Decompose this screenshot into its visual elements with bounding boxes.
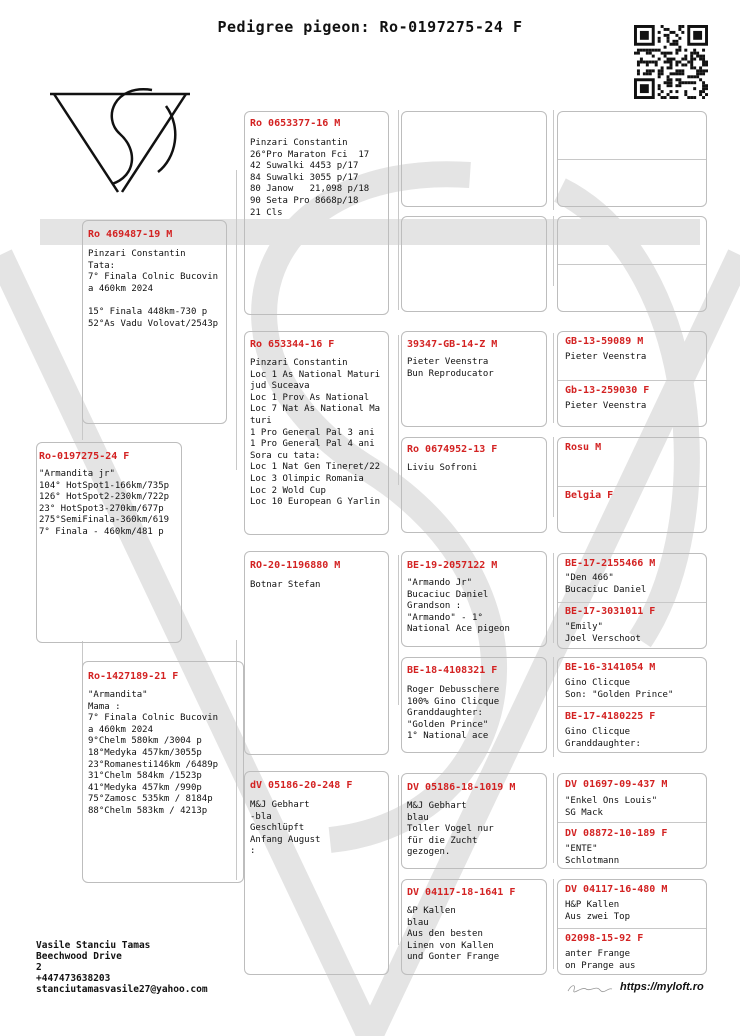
page-title: Pedigree pigeon: Ro-0197275-24 F [217,18,523,36]
great-grandparent-card[interactable] [401,551,547,647]
owner-phone: +447473638203 [36,973,111,984]
ring-number: DV 05186-18-1019 M [407,782,516,793]
ring-number: DV 04117-18-1641 F [407,887,516,898]
sire-notes: Pinzari Constantin Tata: 7° Finala Colnic Bucovin a 460km 2024 15° Finala 448km-730 p 52°As Vadu Volovat/2543p [88,249,219,329]
gen5-pair-card[interactable] [557,773,707,869]
pigeon-notes: &P Kallen blau Aus den besten Linen von Kallen und Gonter Frange [407,906,500,963]
owner-street: Beechwood Drive [36,951,122,962]
grandparent-card[interactable] [244,331,389,535]
dam-notes: "Armandita" Mama : 7° Finala Colnic Bucovin a 460km 2024 9°Chelm 580km /3004 p 18°Medyka 457km/3055p 23°Romanesti146km /6489p 31°Chelm 584km /1523p 41°Medyka 457km /990p 75°Zamosc 535km / 8184p 88°Chelm 583km / 4213p [88,690,219,816]
ring-number: GB-13-59089 M [565,336,644,347]
qr-code-icon [634,25,708,99]
owner-name: Vasile Stanciu Tamas [36,940,151,951]
pigeon-notes: "Armando Jr" Bucaciuc Daniel Grandson : "Armando" - 1° National Ace pigeon [407,578,510,635]
pigeon-notes: "Emily" Joel Verschoot [565,622,641,644]
great-grandparent-card[interactable] [401,111,547,207]
ring-number: DV 04117-16-480 M [565,884,668,895]
dam-ring: Ro-1427189-21 F [88,671,179,682]
ring-number: BE-18-4108321 F [407,665,498,676]
great-grandparent-card[interactable] [401,331,547,427]
pigeon-notes: M&J Gebhart blau Toller Vogel nur für die Zucht gezogen. [407,801,494,858]
pigeon-notes: "ENTE" Schlotmann [565,844,620,866]
sire-card[interactable] [82,220,227,424]
pigeon-notes: M&J Gebhart -bla Geschlüpft Anfang August : [250,800,321,857]
ring-number: Rosu M [565,442,602,453]
great-grandparent-card[interactable] [401,657,547,753]
pigeon-notes: Botnar Stefan [250,580,321,590]
subject-ring: Ro-0197275-24 F [39,451,130,462]
ring-number: Ro 0653377-16 M [250,118,341,129]
gen5-pair-card[interactable] [557,331,707,427]
pigeon-notes: Roger Debusschere 100% Gino Clicque Granddaughter: "Golden Prince" 1° National ace [407,685,500,742]
pigeon-notes: "Den 466" Bucaciuc Daniel [565,573,647,595]
grandparent-card[interactable] [244,111,389,315]
ring-number: BE-17-2155466 M [565,558,656,569]
loft-logo [40,80,200,200]
sire-ring: Ro 469487-19 M [88,229,173,240]
ring-number: 39347-GB-14-Z M [407,339,498,350]
gen5-pair-card[interactable] [557,437,707,533]
pigeon-notes: Gino Clicque Son: "Golden Prince" [565,678,674,700]
pigeon-notes: Pieter Veenstra Bun Reproducator [407,357,494,379]
great-grandparent-card[interactable] [401,437,547,533]
pigeon-notes: Pieter Veenstra [565,352,647,362]
gen5-pair-card[interactable] [557,216,707,312]
ring-number: Ro 653344-16 F [250,339,335,350]
great-grandparent-card[interactable] [401,879,547,975]
grandparent-card[interactable] [244,551,389,755]
subject-notes: "Armandita jr" 104° HotSpot1-166km/735p 126° HotSpot2-230km/722p 23° HotSpot3-270km/677p 275°SemiFinala-360km/619 7° Finala - 460km/481 p [39,469,170,537]
pigeon-notes: H&P Kallen Aus zwei Top [565,900,631,922]
owner-number: 2 [36,962,42,973]
pigeon-notes: Pieter Veenstra [565,401,647,411]
gen5-pair-card[interactable] [557,553,707,649]
ring-number: Gb-13-259030 F [565,385,650,396]
ring-number: RO-20-1196880 M [250,560,341,571]
ring-number: DV 01697-09-437 M [565,779,668,790]
ring-number: BE-19-2057122 M [407,560,498,571]
pigeon-notes: "Enkel Ons Louis" SG Mack [565,796,658,818]
gen5-pair-card[interactable] [557,657,707,753]
ring-number: DV 08872-10-189 F [565,828,668,839]
grandparent-card[interactable] [244,771,389,975]
pigeon-notes: Gino Clicque Granddaughter: [565,727,641,749]
ring-number: 02098-15-92 F [565,933,644,944]
brand-link[interactable]: https://myloft.ro [620,981,704,993]
ring-number: Ro 0674952-13 F [407,444,498,455]
ring-number: BE-17-3031011 F [565,606,656,617]
pigeon-notes: Pinzari Constantin Loc 1 As National Maturi jud Suceava Loc 1 Prov As National Loc 7 Nat As National Ma turi 1 Pro General Pal 3 ani 1 Pro General Pal 4 ani Sora cu tata: Loc 1 Nat Gen Tineret/22 Loc 3 Olimpic Romania Loc 2 Wold Cup Loc 10 European G Yarlin [250,358,381,508]
gen5-pair-card[interactable] [557,879,707,975]
ring-number: BE-17-4180225 F [565,711,656,722]
ring-number: Belgia F [565,490,614,501]
dam-card[interactable] [82,661,244,883]
great-grandparent-card[interactable] [401,216,547,312]
owner-contact [36,940,208,995]
signature-mark [566,982,614,994]
subject-card[interactable] [36,442,182,643]
pigeon-notes: Pinzari Constantin 26°Pro Maraton Fci 17 42 Suwalki 4453 p/17 84 Suwalki 3055 p/17 80 Janow 21,098 p/18 90 Seta Pro 8668p/18 21 Cls [250,138,370,218]
great-grandparent-card[interactable] [401,773,547,869]
ring-number: dV 05186-20-248 F [250,780,353,791]
owner-email[interactable]: stanciutamasvasile27@yahoo.com [36,984,208,995]
gen5-pair-card[interactable] [557,111,707,207]
pigeon-notes: anter Frange on Prange aus [565,949,636,971]
pigeon-notes: Liviu Sofroni [407,463,478,473]
ring-number: BE-16-3141054 M [565,662,656,673]
